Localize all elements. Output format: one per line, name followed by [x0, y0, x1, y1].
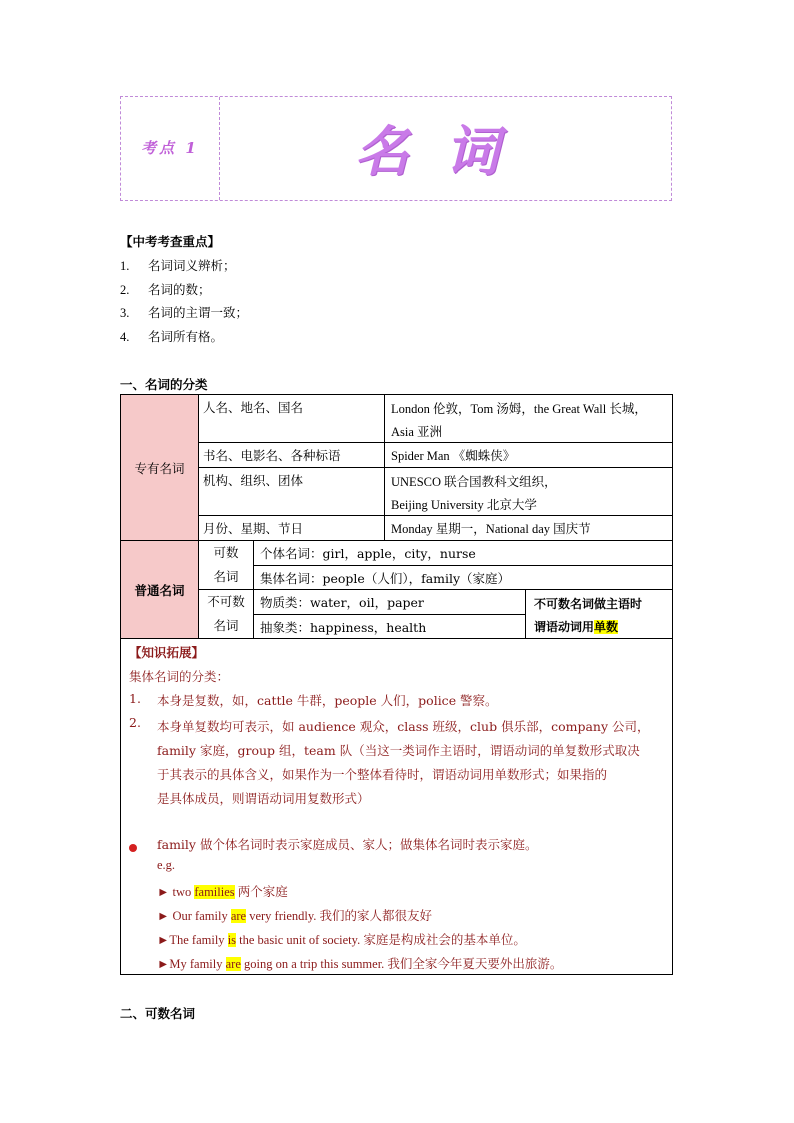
section2-title: 二、可数名词 [120, 1006, 196, 1021]
table-cell: London 伦敦，Tom 汤姆，the Great Wall 长城， Asia 亚洲 [385, 395, 673, 443]
table-cell: 书名、电影名、各种标语 [199, 443, 385, 468]
family-note: family 做个体名词时表示家庭成员、家人；做集体名词时表示家庭。 [157, 837, 538, 852]
table-cell: 物质类：water，oil，paper [254, 590, 526, 615]
expand-subheading: 集体名词的分类： [129, 669, 230, 684]
proper-noun-cell [121, 395, 199, 541]
focus-heading: 【中考考查重点】 [120, 234, 221, 249]
section1-title: 一、名词的分类 [120, 377, 208, 392]
example-line: ►My family are going on a trip this summer. 我们全家今年夏天要外出旅游。 [157, 957, 563, 971]
uncountable-note: 不可数名词做主语时 谓语动词用单数 [526, 590, 673, 639]
eg-label: e.g. [157, 858, 176, 872]
focus-item: 4. 名词所有格。 [120, 329, 224, 344]
example-line: ►The family is the basic unit of society. 家庭是构成社会的基本单位。 [157, 933, 526, 947]
table-cell: 个体名词：girl，apple，city，nurse [254, 541, 673, 566]
topic-label: 考点 1 [141, 139, 199, 157]
focus-item: 3. 名词的主谓一致； [120, 305, 249, 320]
expand-item-2: 本身单复数均可表示，如 audience 观众，class 班级，club 俱乐部，company 公司， family 家庭，group 组，team 队（当这一类词作主语时，谓语动词的单复数形式取决 于其表示的具体含义，如果作为一个整体看待时，谓语动词用单数形式；如果指的 是具体成员，则谓语动词用复数形式） [157, 719, 650, 806]
example-line: ► Our family are very friendly. 我们的家人都很友好 [157, 909, 433, 923]
table-cell: Monday 星期一，National day 国庆节 [385, 516, 673, 541]
common-noun-label: 普通名词 [134, 583, 185, 598]
table-cell: 月份、星期、节日 [199, 516, 385, 541]
table-cell: 人名、地名、国名 [199, 395, 385, 443]
table-cell: 抽象类：happiness，health [254, 615, 526, 639]
table-cell: 机构、组织、团体 [199, 468, 385, 516]
expand-item-1: 本身是复数，如，cattle 牛群，people 人们，police 警察。 [157, 693, 498, 708]
expand-item-1-num: 1. [129, 691, 141, 706]
countable-label: 可数 名词 [199, 541, 254, 590]
noun-classification-table [120, 394, 673, 975]
table-cell: UNESCO 联合国教科文组织， Beijing University 北京大学 [385, 468, 673, 516]
expand-heading: 【知识拓展】 [129, 645, 205, 660]
table-cell: Spider Man 《蜘蛛侠》 [385, 443, 673, 468]
bullet-dot [129, 839, 137, 854]
focus-item: 2. 名词的数； [120, 282, 211, 297]
table-cell: 集体名词：people（人们），family（家庭） [254, 566, 673, 590]
topic-title: 名词 [355, 120, 535, 183]
example-line: ► two families 两个家庭 [157, 885, 288, 899]
common-noun-cell [121, 541, 199, 639]
topic-header-box [120, 96, 672, 201]
uncountable-label: 不可数 名词 [199, 590, 254, 639]
expand-item-2-num: 2. [129, 715, 141, 730]
proper-noun-label: 专有名词 [134, 461, 185, 476]
focus-item: 1. 名词词义辨析； [120, 258, 236, 273]
